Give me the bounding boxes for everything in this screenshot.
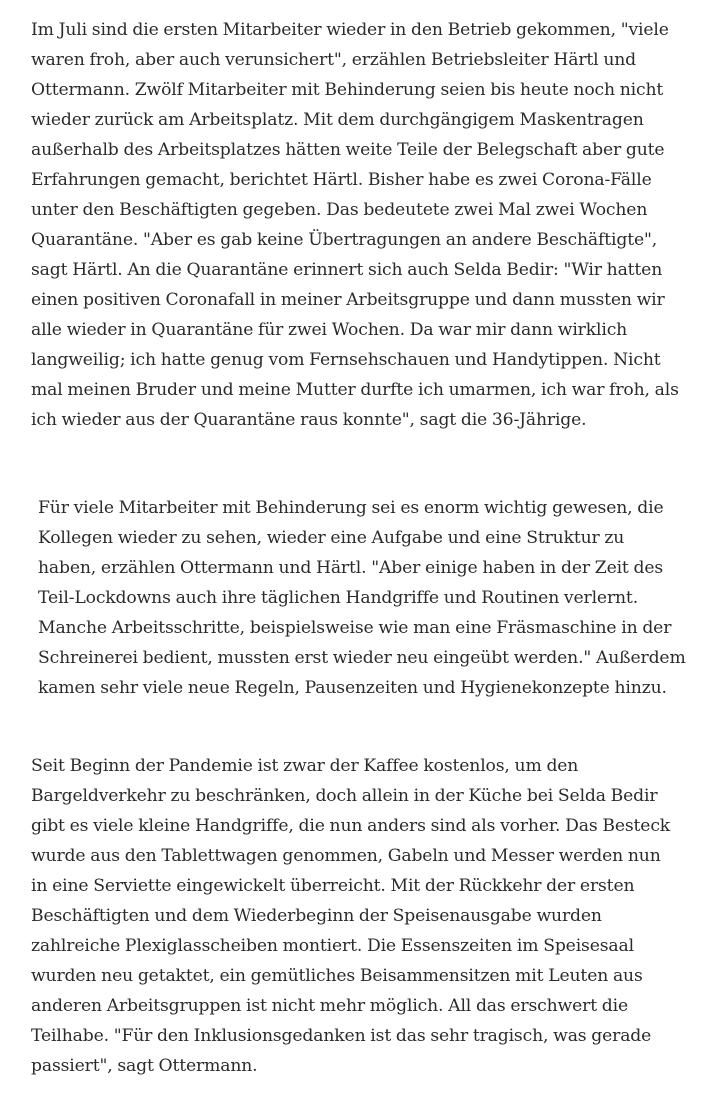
paragraph-2: Für viele Mitarbeiter mit Behinderung sei es enorm wichtig gewesen, die Kollegen wieder zu sehen, wieder eine Aufgabe und eine Struktur zu haben, erzählen Ottermann und Härtl. "Aber einige haben in der Zeit des Teil-Lockdowns auch ihre täglichen Handgriffe und Routinen verlernt. Manche Arbeitsschritte, beispielsweise wie man eine Fräsmaschine in der Schreinerei bedient, mussten erst wieder neu eingeübt werden." Außerdem kamen sehr viele neue Regeln, Pausenzeiten und Hygienekonzepte hinzu. [38, 498, 686, 698]
paragraph-3: Seit Beginn der Pandemie ist zwar der Kaffee kostenlos, um den Bargeldverkehr zu beschränken, doch allein in der Küche bei Selda Bedir gibt es viele kleine Handgriffe, die nun anders sind als vorher. Das Besteck wurde aus den Tablettwagen genommen, Gabeln und Messer werden nun in eine Serviette eingewickelt überreicht. Mit der Rückkehr der ersten Beschäftigten und dem Wiederbeginn der Speisenausgabe wurden zahlreiche Plexiglasscheiben montiert. Die Essenszeiten im Speisesaal wurden neu getaktet, ein gemütliches Beisammensitzen mit Leuten aus anderen Arbeitsgruppen ist nicht mehr möglich. All das erschwert die Teilhabe. "Für den Inklusionsgedanken ist das sehr tragisch, was gerade passiert", sagt Ottermann. [31, 756, 671, 1076]
paragraph-1: Im Juli sind die ersten Mitarbeiter wieder in den Betrieb gekommen, "viele waren froh, aber auch verunsichert", erzählen Betriebsleiter Härtl und Ottermann. Zwölf Mitarbeiter mit Behinderung seien bis heute noch nicht wieder zurück am Arbeitsplatz. Mit dem durchgängigem Maskentragen außerhalb des Arbeitsplatzes hätten weite Teile der Belegschaft aber gute Erfahrungen gemacht, berichtet Härtl. Bisher habe es zwei Corona-Fälle unter den Beschäftigten gegeben. Das bedeutete zwei Mal zwei Wochen Quarantäne. "Aber es gab keine Übertragungen an andere Beschäftigte", sagt Härtl. An die Quarantäne erinnert sich auch Selda Bedir: "Wir hatten einen positiven Coronafall in meiner Arbeitsgruppe und dann mussten wir alle wieder in Quarantäne für zwei Wochen. Da war mir dann wirklich langweilig; ich hatte genug vom Fernsehschauen und Handytippen. Nicht mal meinen Bruder und meine Mutter durfte ich umarmen, ich war froh, als ich wieder aus der Quarantäne raus konnte", sagt die 36-Jährige. [31, 20, 679, 430]
